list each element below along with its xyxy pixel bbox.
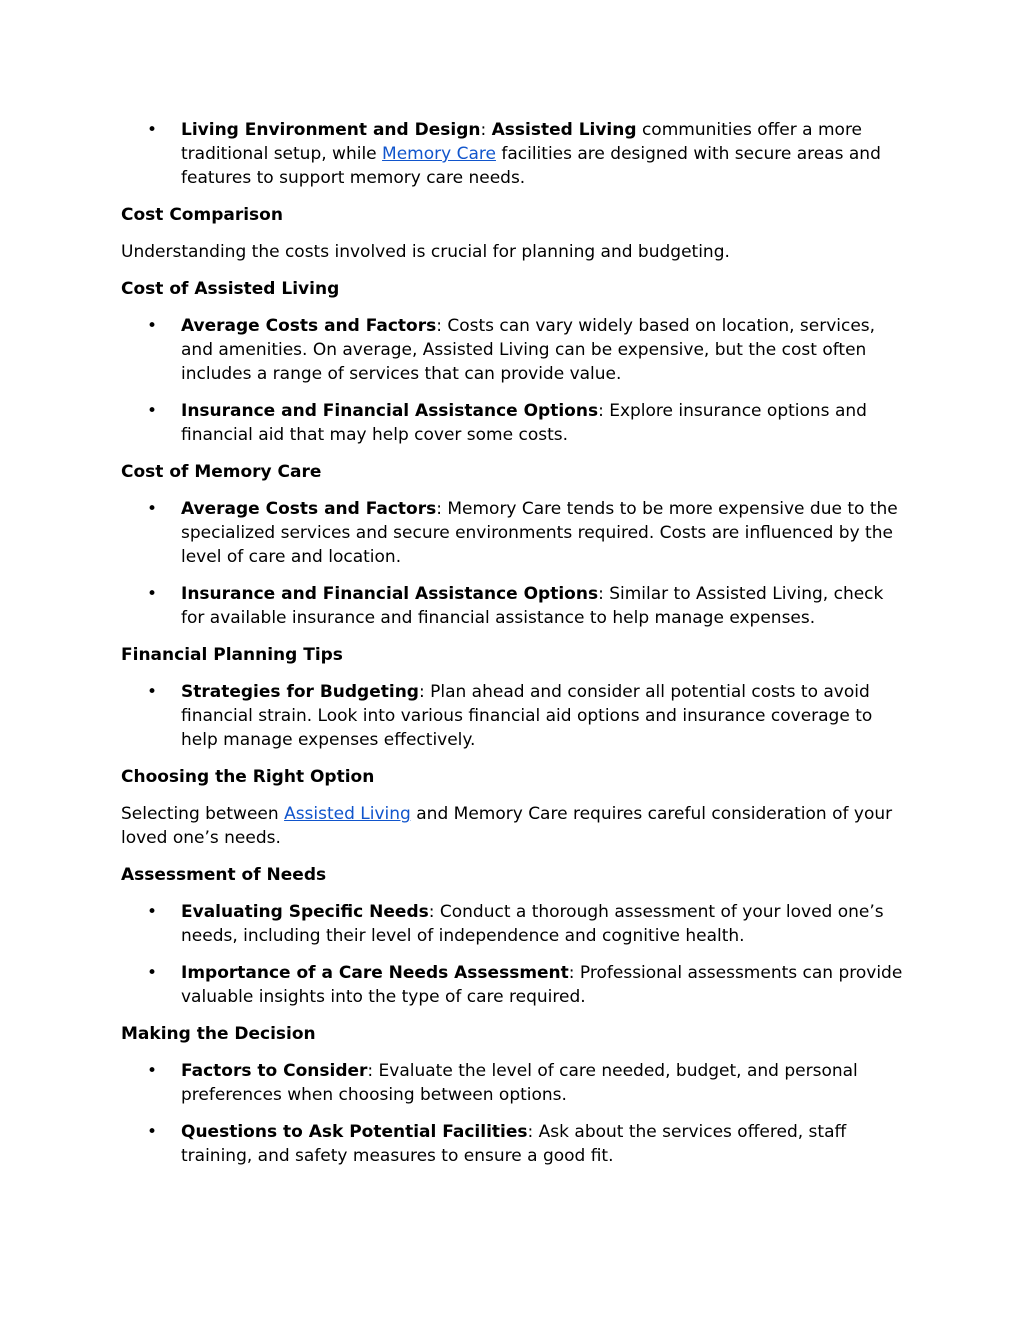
bullet: • [147,401,158,421]
bullet: • [147,963,158,983]
item-text: : Professional assessments can provide valuable insights into the type of care required. [181,963,903,1007]
paragraph-text: and Memory Care requires careful consideration of your loved one’s needs. [121,804,893,848]
financial-tips-list [121,680,911,752]
list-item [121,582,911,630]
assessment-list [121,900,911,1009]
list-item [121,680,911,752]
memory-care-link[interactable]: Memory Care [382,144,496,164]
item-text: : Conduct a thorough assessment of your loved one’s needs, including their level of independence and cognitive health. [181,902,884,946]
item-term: Evaluating Specific Needs [181,902,429,922]
item-term: Questions to Ask Potential Facilities [181,1122,528,1142]
bullet: • [147,316,158,336]
section-heading-cost-assisted: Cost of Assisted Living [121,279,340,299]
item-text: communities offer a more traditional setup, while [181,120,863,164]
bullet: • [147,584,158,604]
choosing-paragraph [121,802,911,850]
cost-comparison-intro: Understanding the costs involved is crucial for planning and budgeting. [121,242,730,262]
section-heading-decision: Making the Decision [121,1024,316,1044]
section-heading-choosing: Choosing the Right Option [121,767,375,787]
item-text: : Plan ahead and consider all potential costs to avoid financial strain. Look into various financial aid options and insurance coverage to help manage expenses effectively. [181,682,873,750]
list-item [121,497,911,569]
item-text: facilities are designed with secure areas and features to support memory care needs. [181,144,881,188]
list-item [121,961,911,1009]
bullet: • [147,120,158,140]
list-item [121,1120,911,1168]
item-term: Average Costs and Factors [181,499,437,519]
list-item [121,399,911,447]
list-item [121,900,911,948]
item-text: : Costs can vary widely based on location, services, and amenities. On average, Assisted Living can be expensive, but the cost often includes a range of services that can provide value. [181,316,876,384]
item-term-secondary: Assisted Living [491,120,637,140]
document-page [121,118,911,1168]
section-heading-cost-comparison: Cost Comparison [121,205,283,225]
decision-list [121,1059,911,1168]
item-term: Insurance and Financial Assistance Options [181,401,599,421]
section-heading-assessment: Assessment of Needs [121,865,327,885]
bullet: • [147,499,158,519]
item-term: Living Environment and Design [181,120,481,140]
cost-assisted-list [121,314,911,447]
item-term: Strategies for Budgeting [181,682,419,702]
list-item [121,118,911,190]
bullet: • [147,1061,158,1081]
item-text: : Evaluate the level of care needed, budget, and personal preferences when choosing between options. [181,1061,858,1105]
item-term: Average Costs and Factors [181,316,437,336]
item-text: : Ask about the services offered, staff training, and safety measures to ensure a good fit. [181,1122,847,1166]
section-heading-financial-tips: Financial Planning Tips [121,645,343,665]
item-term: Insurance and Financial Assistance Options [181,584,599,604]
item-text: : Similar to Assisted Living, check for available insurance and financial assistance to help manage expenses. [181,584,884,628]
bullet: • [147,1122,158,1142]
list-item [121,314,911,386]
item-term: Importance of a Care Needs Assessment [181,963,569,983]
assisted-living-link[interactable]: Assisted Living [284,804,411,824]
item-separator: : [480,120,492,140]
list-item [121,1059,911,1107]
paragraph-text: Selecting between [121,804,285,824]
section-heading-cost-memory: Cost of Memory Care [121,462,322,482]
cost-memory-list [121,497,911,630]
item-text: : Explore insurance options and financial aid that may help cover some costs. [181,401,867,445]
intro-list [121,118,911,190]
bullet: • [147,902,158,922]
item-term: Factors to Consider [181,1061,368,1081]
item-text: : Memory Care tends to be more expensive due to the specialized services and secure environments required. Costs are influenced by the level of care and location. [181,499,898,567]
bullet: • [147,682,158,702]
